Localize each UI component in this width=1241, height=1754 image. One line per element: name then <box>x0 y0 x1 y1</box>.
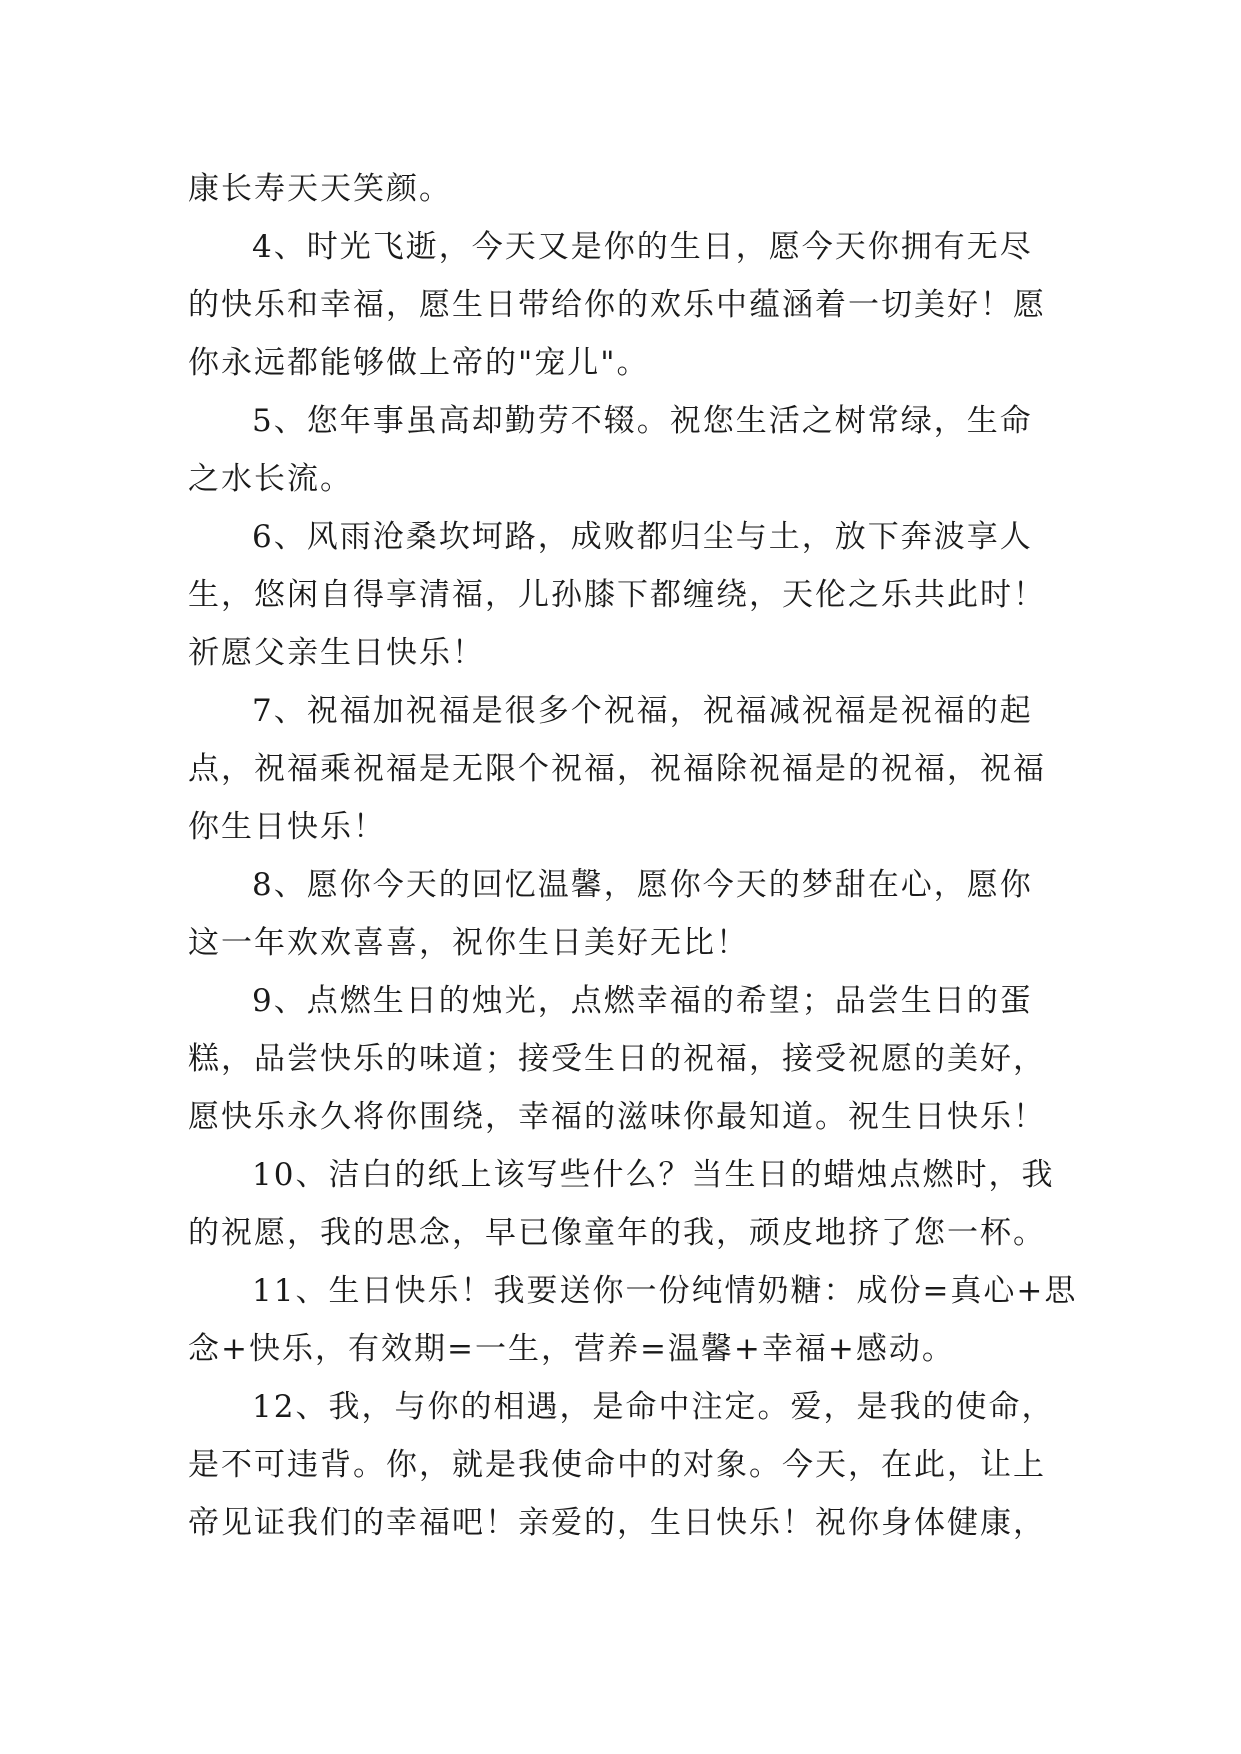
paragraph <box>188 160 1068 218</box>
text-line: 10、洁白的纸上该写些什么？当生日的蜡烛点燃时，我 <box>252 1157 1055 1193</box>
text-line: 是不可违背。你，就是我使命中的对象。今天，在此，让上 <box>188 1447 1046 1483</box>
text-line: 愿快乐永久将你围绕，幸福的滋味你最知道。祝生日快乐！ <box>188 1099 1046 1135</box>
text-line: 7、祝福加祝福是很多个祝福，祝福减祝福是祝福的起 <box>252 693 1033 729</box>
paragraph <box>188 682 1068 856</box>
paragraph <box>188 856 1068 972</box>
paragraph <box>188 1262 1078 1378</box>
text-line: 生，悠闲自得享清福，儿孙膝下都缠绕，天伦之乐共此时！ <box>188 577 1046 613</box>
text-line: 5、您年事虽高却勤劳不辍。祝您生活之树常绿，生命 <box>252 403 1033 439</box>
text-line: 康长寿天天笑颜。 <box>188 171 452 207</box>
paragraph <box>188 1146 1068 1262</box>
text-line: 的快乐和幸福，愿生日带给你的欢乐中蕴涵着一切美好！愿 <box>188 287 1046 323</box>
text-line: 的祝愿，我的思念，早已像童年的我，顽皮地挤了您一杯。 <box>188 1215 1046 1251</box>
text-line: 4、时光飞逝，今天又是你的生日，愿今天你拥有无尽 <box>252 229 1033 265</box>
paragraph <box>188 972 1068 1146</box>
text-line: 之水长流。 <box>188 461 353 497</box>
paragraph <box>188 1378 1068 1552</box>
text-line: 糕，品尝快乐的味道；接受生日的祝福，接受祝愿的美好， <box>188 1041 1046 1077</box>
text-line: 祈愿父亲生日快乐！ <box>188 635 485 671</box>
text-line: 点，祝福乘祝福是无限个祝福，祝福除祝福是的祝福，祝福 <box>188 751 1046 787</box>
paragraph <box>188 392 1068 508</box>
text-line: 你永远都能够做上帝的"宠儿"。 <box>188 345 650 381</box>
text-line: 12、我，与你的相遇，是命中注定。爱，是我的使命， <box>252 1389 1055 1425</box>
paragraph <box>188 218 1068 392</box>
text-line: 帝见证我们的幸福吧！亲爱的，生日快乐！祝你身体健康， <box>188 1505 1046 1541</box>
text-line: 8、愿你今天的回忆温馨，愿你今天的梦甜在心，愿你 <box>252 867 1033 903</box>
text-line: 你生日快乐！ <box>188 809 386 845</box>
text-line: 这一年欢欢喜喜，祝你生日美好无比！ <box>188 925 749 961</box>
text-line: 6、风雨沧桑坎坷路，成败都归尘与土，放下奔波享人 <box>252 519 1033 555</box>
text-line: 11、生日快乐！我要送你一份纯情奶糖：成份=真心+思 <box>252 1273 1078 1309</box>
text-line: 9、点燃生日的烛光，点燃幸福的希望；品尝生日的蛋 <box>252 983 1033 1019</box>
paragraph <box>188 508 1068 682</box>
text-line: 念+快乐，有效期=一生，营养=温馨+幸福+感动。 <box>188 1331 955 1367</box>
document-body <box>188 160 1078 1552</box>
